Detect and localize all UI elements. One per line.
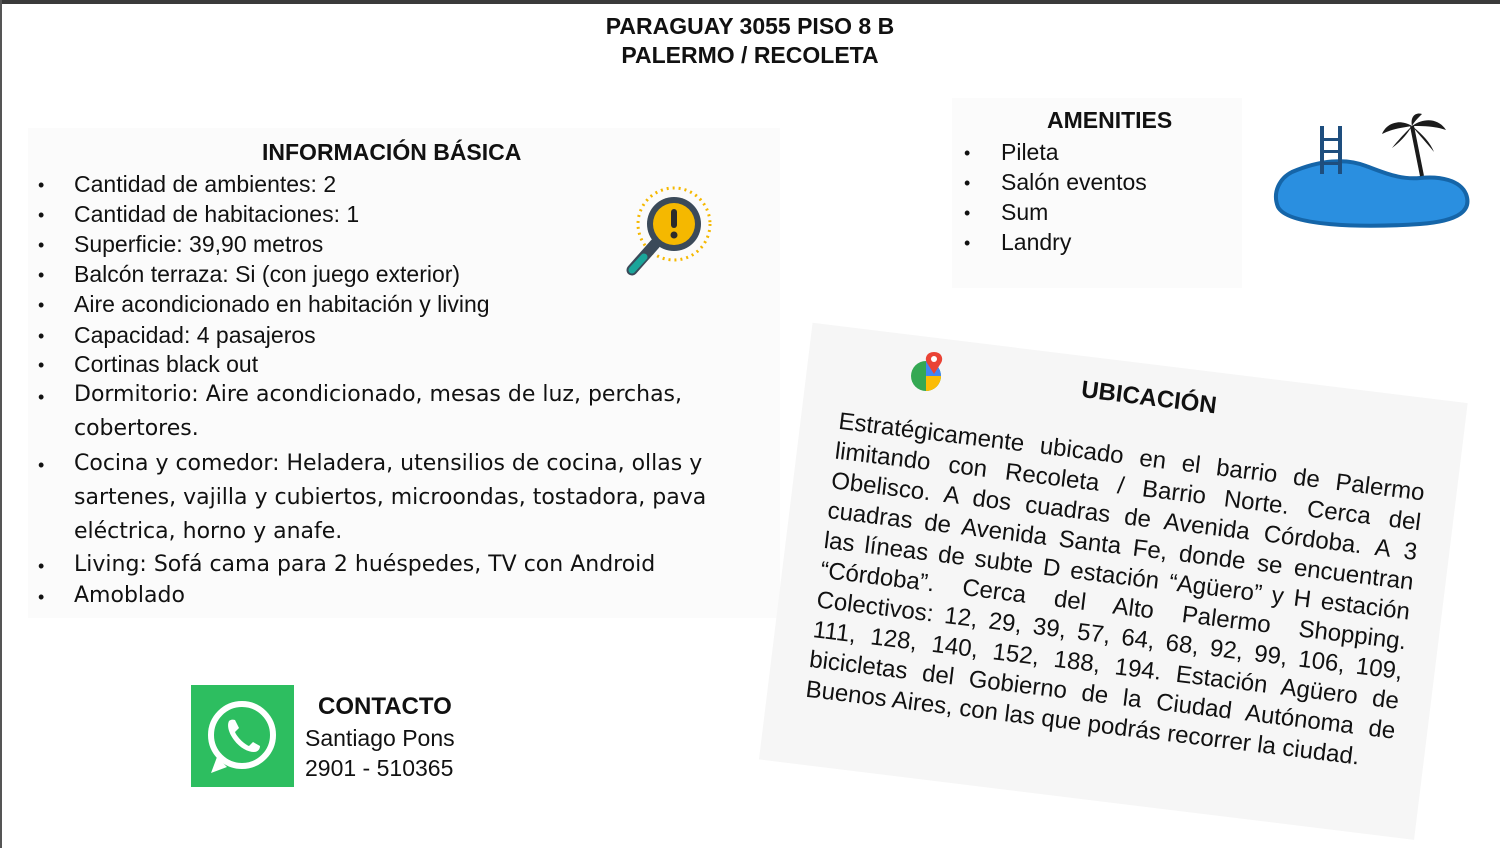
pool-palm-icon — [1270, 112, 1475, 230]
address-title: PARAGUAY 3055 PISO 8 B — [605, 13, 895, 39]
list-bullet: • — [38, 556, 45, 576]
whatsapp-glyph-icon — [191, 685, 294, 787]
amenity-item: Salón eventos — [1001, 169, 1147, 195]
basic-info-heading: INFORMACIÓN BÁSICA — [262, 139, 522, 165]
list-item: Cocina y comedor: Heladera, utensilios de cocina, ollas y sartenes, vajilla y cubiertos, microondas, tostadora, pava eléctrica, horno y anafe. — [74, 451, 707, 544]
list-item: Aire acondicionado en habitación y living — [74, 291, 490, 317]
location-section — [779, 345, 1455, 839]
whatsapp-icon[interactable] — [191, 685, 294, 787]
list-item: Capacidad: 4 pasajeros — [74, 322, 316, 348]
list-bullet: • — [38, 295, 45, 315]
map-pin-icon — [910, 352, 946, 392]
list-item: Cantidad de ambientes: 2 — [74, 171, 337, 197]
list-item: Living: Sofá cama para 2 huéspedes, TV con Android — [74, 552, 656, 577]
contact-name: Santiago Pons — [305, 725, 455, 751]
magnifier-warning-icon — [620, 184, 720, 284]
list-bullet: • — [38, 387, 45, 407]
list-bullet: • — [38, 326, 45, 346]
list-bullet: • — [964, 143, 971, 163]
amenity-item: Landry — [1001, 229, 1072, 255]
list-bullet: • — [38, 205, 45, 225]
left-border — [0, 0, 2, 848]
location-description: Estratégicamente ubicado en el barrio de Palermo limitando con Recoleta / Barrio Norte. Cerca del Obelisco. A dos cuadras de Avenida Córdoba. A 3 cuadras de Avenida Santa Fe, donde se encuentran las líneas de subte D estación “Agüero” y H estación “Córdoba”. Cerca del Alto Palermo Shopping. Colectivos: 12, 29, 39, 57, 64, 68, 92, 99, 106, 109, 111, 128, 140, 152, 188, 194. Estación Agüero de bicicletas del Gobierno de la Ciudad Autónoma de Buenos Aires, con las que podrás recorrer la ciudad. — [804, 407, 1427, 771]
list-bullet: • — [38, 355, 45, 375]
neighborhood-title: PALERMO / RECOLETA — [621, 42, 879, 68]
top-border — [0, 0, 1500, 4]
list-bullet: • — [964, 203, 971, 223]
list-bullet: • — [38, 455, 45, 475]
location-heading: UBICACIÓN — [1079, 376, 1219, 420]
list-bullet: • — [964, 233, 971, 253]
list-item: Amoblado — [74, 583, 185, 608]
list-item: Balcón terraza: Si (con juego exterior) — [74, 261, 461, 287]
amenities-heading: AMENITIES — [1047, 107, 1173, 133]
list-item: Superficie: 39,90 metros — [74, 231, 324, 257]
amenity-item: Pileta — [1001, 139, 1059, 165]
list-item: Cantidad de habitaciones: 1 — [74, 201, 360, 227]
list-bullet: • — [38, 587, 45, 607]
list-bullet: • — [38, 175, 45, 195]
list-bullet: • — [38, 265, 45, 285]
amenity-item: Sum — [1001, 199, 1049, 225]
contact-phone: 2901 - 510365 — [305, 755, 454, 781]
list-item: Dormitorio: Aire acondicionado, mesas de luz, perchas, cobertores. — [74, 382, 683, 441]
list-bullet: • — [964, 173, 971, 193]
contact-heading: CONTACTO — [318, 693, 452, 720]
list-item: Cortinas black out — [74, 351, 259, 377]
list-bullet: • — [38, 235, 45, 255]
